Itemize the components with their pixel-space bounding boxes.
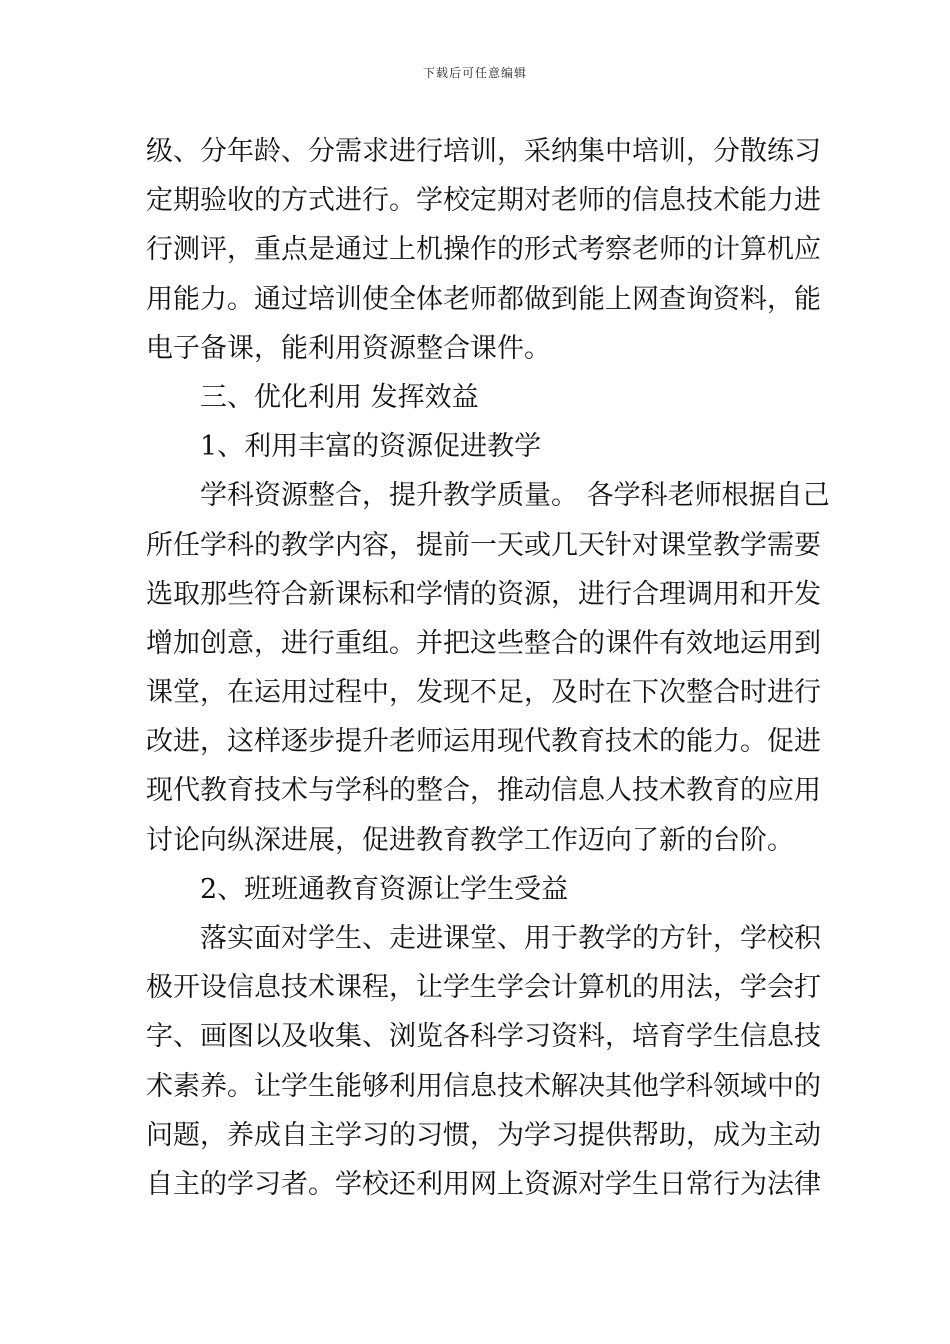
text-line: 电子备课，能利用资源整合课件。: [146, 332, 551, 364]
text-line: 用能力。通过培训使全体老师都做到能上网查询资料，能: [146, 283, 821, 315]
text-line: 极开设信息技术课程，让学生学会计算机的用法，学会打: [146, 972, 821, 1004]
text-line: 增加创意，进行重组。并把这些整合的课件有效地运用到: [146, 627, 821, 659]
text-line: 自主的学习者。学校还利用网上资源对学生日常行为法律: [146, 1168, 821, 1200]
text-line: 字、画图以及收集、浏览各科学习资料，培育学生信息技: [146, 1021, 821, 1053]
text-line: 行测评，重点是通过上机操作的形式考察老师的计算机应: [146, 234, 821, 266]
text-line: 改进，这样逐步提升老师运用现代教育技术的能力。促进: [146, 726, 821, 758]
text-line: 选取那些符合新课标和学情的资源，进行合理调用和开发: [146, 578, 821, 610]
text-line: 1、利用丰富的资源促进教学: [200, 431, 542, 463]
text-line: 三、优化利用 发挥效益: [200, 381, 479, 413]
text-line: 课堂，在运用过程中，发现不足，及时在下次整合时进行: [146, 677, 821, 709]
text-line: 定期验收的方式进行。学校定期对老师的信息技术能力进: [146, 185, 821, 217]
text-line: 级、分年龄、分需求进行培训，采纳集中培训，分散练习: [146, 136, 821, 167]
text-line: 现代教育技术与学科的整合，推动信息人技术教育的应用: [146, 775, 821, 807]
page-header-note: 下载后可任意编辑: [422, 66, 527, 80]
text-line: 2、班班通教育资源让学生受益: [200, 873, 569, 905]
text-line: 落实面对学生、走进课堂、用于教学的方针，学校积: [200, 923, 821, 954]
text-line: 术素养。让学生能够利用信息技术解决其他学科领域中的: [146, 1070, 821, 1102]
document-body: [146, 127, 830, 1209]
text-line: 所任学科的教学内容，提前一天或几天针对课堂教学需要: [146, 529, 821, 561]
text-line: 问题，养成自主学习的习惯，为学习提供帮助，成为主动: [146, 1119, 821, 1151]
text-line: 讨论向纵深进展，促进教育教学工作迈向了新的台阶。: [146, 824, 794, 856]
text-line: 学科资源整合，提升教学质量。 各学科老师根据自己: [200, 480, 830, 512]
